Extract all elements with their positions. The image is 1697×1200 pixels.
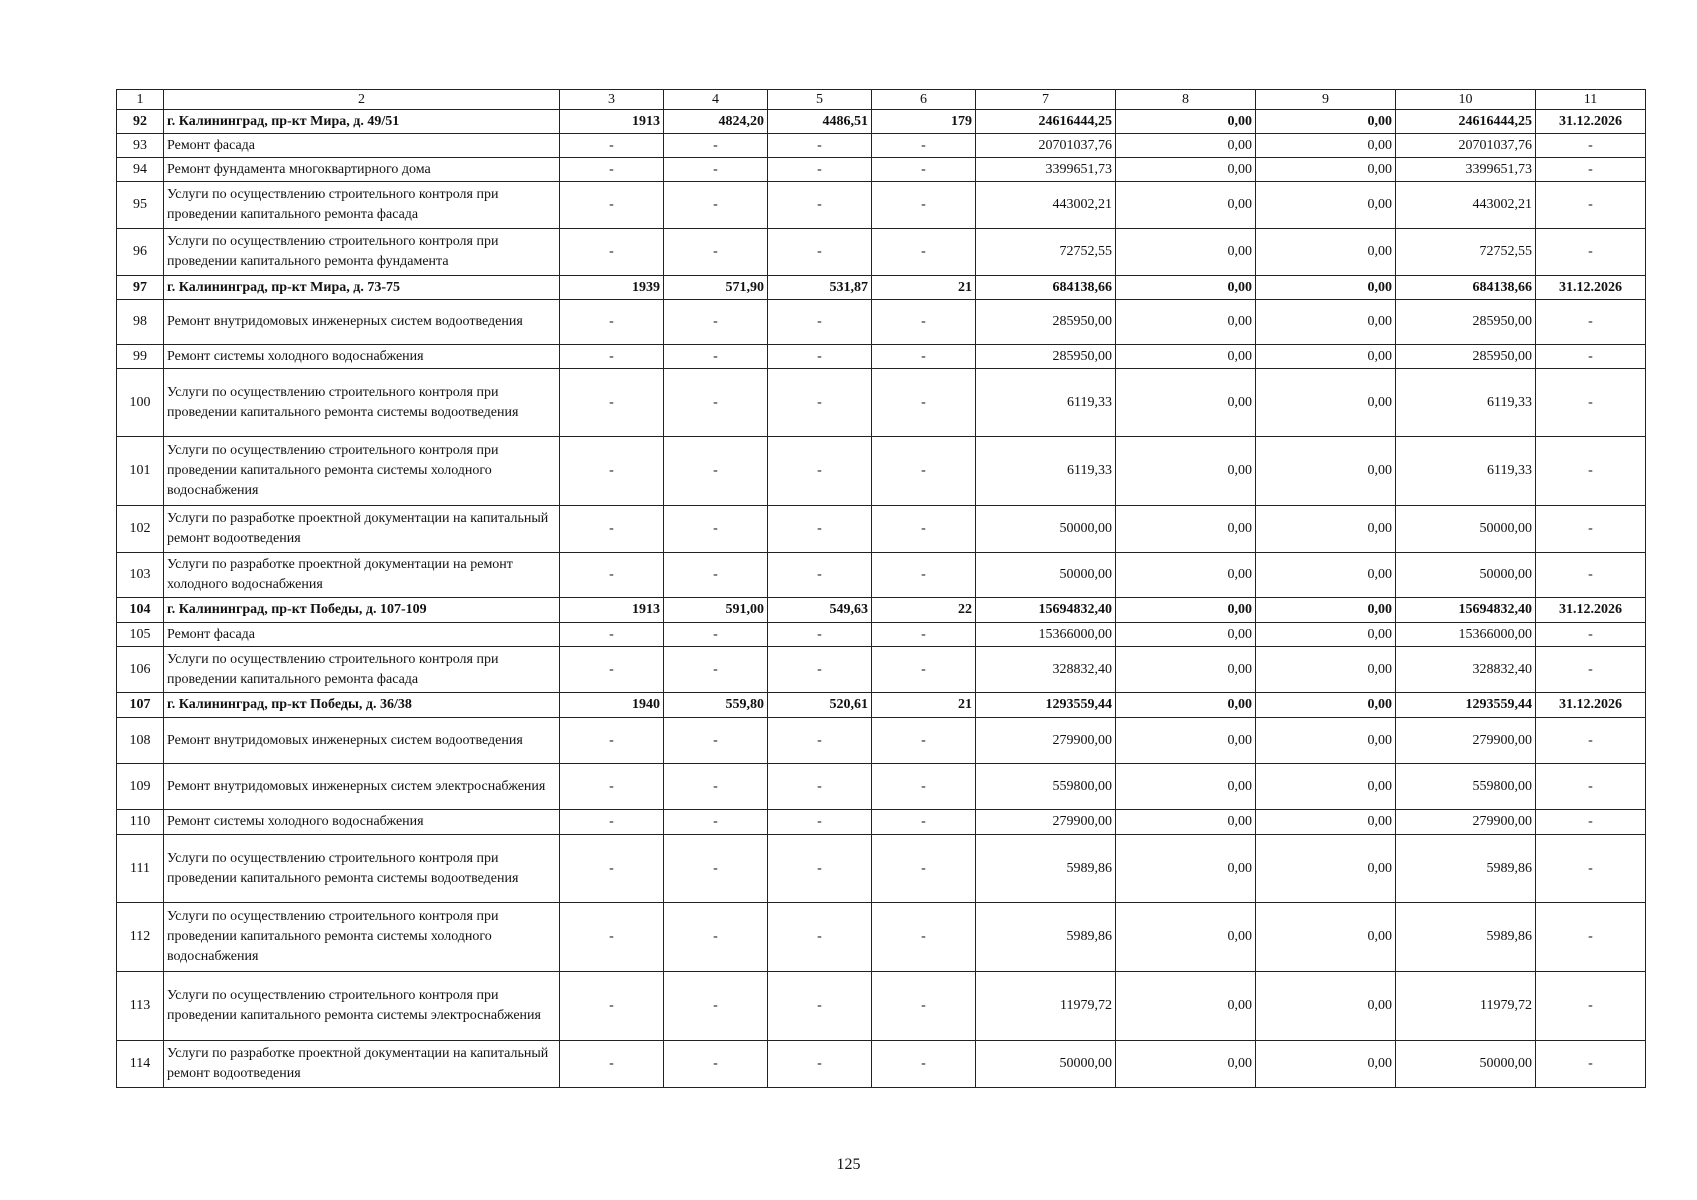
deadline-cell: - [1536,158,1646,182]
description-cell: Ремонт внутридомовых инженерных систем электроснабжения [164,764,560,810]
cost-col8-cell: 0,00 [1116,276,1256,300]
area-living-cell: - [768,134,872,158]
cost-col8-cell: 0,00 [1116,972,1256,1041]
page-number: 125 [836,1156,861,1173]
row-number-cell: 98 [117,300,164,345]
cost-col9-cell: 0,00 [1256,553,1396,598]
cost-col8-cell: 0,00 [1116,718,1256,764]
year-cell: - [560,647,664,693]
row-number-cell: 94 [117,158,164,182]
area-total-cell: - [664,647,768,693]
area-living-cell: - [768,903,872,972]
description-cell: Ремонт фундамента многоквартирного дома [164,158,560,182]
work-item-row [117,553,1646,598]
column-number-8: 8 [1116,90,1256,110]
cost-col10-cell: 328832,40 [1396,647,1536,693]
year-cell: - [560,972,664,1041]
area-total-cell: - [664,1041,768,1088]
cost-col8-cell: 0,00 [1116,623,1256,647]
residents-cell: - [872,623,976,647]
description-cell: Услуги по осуществлению строительного контроля при проведении капитального ремонта системы электроснабжения [164,972,560,1041]
residents-cell: - [872,553,976,598]
work-item-row [117,764,1646,810]
cost-total-cell: 6119,33 [976,437,1116,506]
year-cell: - [560,369,664,437]
area-living-cell: - [768,345,872,369]
description-cell: Услуги по осуществлению строительного контроля при проведении капитального ремонта фасада [164,182,560,229]
cost-col10-cell: 3399651,73 [1396,158,1536,182]
deadline-cell: 31.12.2026 [1536,598,1646,623]
area-total-cell: - [664,134,768,158]
column-number-9: 9 [1256,90,1396,110]
cost-col9-cell: 0,00 [1256,835,1396,903]
cost-col8-cell: 0,00 [1116,835,1256,903]
cost-col10-cell: 72752,55 [1396,229,1536,276]
area-total-cell: - [664,972,768,1041]
area-total-cell: 591,00 [664,598,768,623]
area-total-cell: - [664,506,768,553]
cost-col10-cell: 285950,00 [1396,345,1536,369]
cost-col9-cell: 0,00 [1256,345,1396,369]
cost-col9-cell: 0,00 [1256,276,1396,300]
cost-col9-cell: 0,00 [1256,693,1396,718]
cost-total-cell: 559800,00 [976,764,1116,810]
area-living-cell: - [768,506,872,553]
work-item-row [117,134,1646,158]
deadline-cell: 31.12.2026 [1536,693,1646,718]
year-cell: - [560,437,664,506]
cost-col8-cell: 0,00 [1116,810,1256,835]
cost-total-cell: 5989,86 [976,903,1116,972]
area-total-cell: - [664,835,768,903]
work-item-row [117,972,1646,1041]
cost-total-cell: 20701037,76 [976,134,1116,158]
cost-total-cell: 15694832,40 [976,598,1116,623]
cost-col10-cell: 50000,00 [1396,553,1536,598]
row-number-cell: 100 [117,369,164,437]
cost-total-cell: 285950,00 [976,300,1116,345]
area-total-cell: - [664,623,768,647]
cost-col9-cell: 0,00 [1256,903,1396,972]
residents-cell: - [872,903,976,972]
deadline-cell: 31.12.2026 [1536,276,1646,300]
residents-cell: - [872,345,976,369]
area-living-cell: - [768,229,872,276]
cost-col9-cell: 0,00 [1256,598,1396,623]
year-cell: - [560,764,664,810]
description-cell: Ремонт системы холодного водоснабжения [164,810,560,835]
cost-col10-cell: 15366000,00 [1396,623,1536,647]
cost-total-cell: 5989,86 [976,835,1116,903]
description-cell: Услуги по разработке проектной документации на капитальный ремонт водоотведения [164,1041,560,1088]
cost-col10-cell: 559800,00 [1396,764,1536,810]
work-item-row [117,229,1646,276]
row-number-cell: 105 [117,623,164,647]
row-number-cell: 93 [117,134,164,158]
address-row [117,276,1646,300]
column-number-5: 5 [768,90,872,110]
cost-col10-cell: 20701037,76 [1396,134,1536,158]
residents-cell: - [872,182,976,229]
work-item-row [117,345,1646,369]
deadline-cell: - [1536,972,1646,1041]
cost-col8-cell: 0,00 [1116,345,1256,369]
cost-total-cell: 279900,00 [976,810,1116,835]
area-total-cell: 559,80 [664,693,768,718]
area-living-cell: 520,61 [768,693,872,718]
deadline-cell: - [1536,764,1646,810]
cost-total-cell: 684138,66 [976,276,1116,300]
area-total-cell: 4824,20 [664,110,768,134]
residents-cell: - [872,835,976,903]
residents-cell: - [872,134,976,158]
cost-total-cell: 50000,00 [976,506,1116,553]
cost-col10-cell: 15694832,40 [1396,598,1536,623]
cost-col8-cell: 0,00 [1116,903,1256,972]
year-cell: - [560,134,664,158]
area-living-cell: - [768,369,872,437]
area-living-cell: - [768,764,872,810]
work-item-row [117,835,1646,903]
work-item-row [117,437,1646,506]
deadline-cell: - [1536,553,1646,598]
description-cell: Услуги по осуществлению строительного контроля при проведении капитального ремонта системы водоотведения [164,835,560,903]
cost-col10-cell: 6119,33 [1396,369,1536,437]
cost-total-cell: 328832,40 [976,647,1116,693]
year-cell: - [560,345,664,369]
cost-col8-cell: 0,00 [1116,134,1256,158]
year-cell: - [560,835,664,903]
area-living-cell: - [768,553,872,598]
column-number-3: 3 [560,90,664,110]
table-body [117,90,1646,1088]
cost-total-cell: 15366000,00 [976,623,1116,647]
area-living-cell: - [768,182,872,229]
cost-col9-cell: 0,00 [1256,229,1396,276]
area-total-cell: - [664,437,768,506]
year-cell: - [560,553,664,598]
area-living-cell: - [768,437,872,506]
description-cell: Ремонт внутридомовых инженерных систем водоотведения [164,718,560,764]
year-cell: - [560,623,664,647]
column-number-4: 4 [664,90,768,110]
residents-cell: - [872,718,976,764]
cost-col9-cell: 0,00 [1256,300,1396,345]
description-cell: Услуги по осуществлению строительного контроля при проведении капитального ремонта системы водоотведения [164,369,560,437]
cost-col9-cell: 0,00 [1256,134,1396,158]
deadline-cell: - [1536,437,1646,506]
row-number-cell: 108 [117,718,164,764]
row-number-cell: 96 [117,229,164,276]
cost-col10-cell: 6119,33 [1396,437,1536,506]
cost-col9-cell: 0,00 [1256,764,1396,810]
year-cell: - [560,158,664,182]
capital-repair-table [116,89,1646,1088]
year-cell: - [560,229,664,276]
area-total-cell: - [664,229,768,276]
cost-col8-cell: 0,00 [1116,1041,1256,1088]
residents-cell: - [872,158,976,182]
residents-cell: - [872,369,976,437]
deadline-cell: - [1536,229,1646,276]
cost-total-cell: 72752,55 [976,229,1116,276]
deadline-cell: - [1536,1041,1646,1088]
cost-col9-cell: 0,00 [1256,647,1396,693]
residents-cell: - [872,229,976,276]
area-total-cell: - [664,764,768,810]
cost-col9-cell: 0,00 [1256,182,1396,229]
cost-col10-cell: 684138,66 [1396,276,1536,300]
cost-total-cell: 3399651,73 [976,158,1116,182]
area-total-cell: - [664,810,768,835]
cost-total-cell: 50000,00 [976,1041,1116,1088]
year-cell: - [560,903,664,972]
row-number-cell: 95 [117,182,164,229]
deadline-cell: - [1536,182,1646,229]
area-living-cell: - [768,1041,872,1088]
cost-col9-cell: 0,00 [1256,810,1396,835]
cost-col9-cell: 0,00 [1256,158,1396,182]
row-number-cell: 99 [117,345,164,369]
cost-col10-cell: 24616444,25 [1396,110,1536,134]
cost-col10-cell: 1293559,44 [1396,693,1536,718]
description-cell: г. Калининград, пр-кт Мира, д. 73-75 [164,276,560,300]
cost-col10-cell: 279900,00 [1396,718,1536,764]
cost-col8-cell: 0,00 [1116,110,1256,134]
description-cell: Ремонт системы холодного водоснабжения [164,345,560,369]
cost-col8-cell: 0,00 [1116,647,1256,693]
year-cell: 1940 [560,693,664,718]
area-living-cell: - [768,718,872,764]
deadline-cell: - [1536,345,1646,369]
year-cell: - [560,182,664,229]
cost-col8-cell: 0,00 [1116,506,1256,553]
deadline-cell: - [1536,300,1646,345]
cost-total-cell: 11979,72 [976,972,1116,1041]
cost-total-cell: 24616444,25 [976,110,1116,134]
deadline-cell: - [1536,134,1646,158]
description-cell: г. Калининград, пр-кт Победы, д. 107-109 [164,598,560,623]
row-number-cell: 112 [117,903,164,972]
work-item-row [117,718,1646,764]
year-cell: - [560,506,664,553]
cost-col9-cell: 0,00 [1256,1041,1396,1088]
residents-cell: - [872,437,976,506]
cost-total-cell: 279900,00 [976,718,1116,764]
cost-col8-cell: 0,00 [1116,553,1256,598]
year-cell: - [560,1041,664,1088]
row-number-cell: 110 [117,810,164,835]
cost-col8-cell: 0,00 [1116,229,1256,276]
cost-col10-cell: 50000,00 [1396,1041,1536,1088]
row-number-cell: 106 [117,647,164,693]
cost-col8-cell: 0,00 [1116,437,1256,506]
cost-col10-cell: 50000,00 [1396,506,1536,553]
deadline-cell: - [1536,810,1646,835]
area-total-cell: - [664,553,768,598]
year-cell: 1913 [560,598,664,623]
year-cell: - [560,718,664,764]
cost-col8-cell: 0,00 [1116,598,1256,623]
cost-total-cell: 1293559,44 [976,693,1116,718]
residents-cell: - [872,764,976,810]
cost-col9-cell: 0,00 [1256,623,1396,647]
work-item-row [117,300,1646,345]
cost-col9-cell: 0,00 [1256,437,1396,506]
work-item-row [117,369,1646,437]
work-item-row [117,903,1646,972]
cost-col9-cell: 0,00 [1256,369,1396,437]
address-row [117,693,1646,718]
row-number-cell: 103 [117,553,164,598]
residents-cell: 21 [872,276,976,300]
area-total-cell: - [664,300,768,345]
cost-col9-cell: 0,00 [1256,110,1396,134]
cost-col8-cell: 0,00 [1116,182,1256,229]
residents-cell: - [872,300,976,345]
deadline-cell: - [1536,647,1646,693]
residents-cell: 179 [872,110,976,134]
row-number-cell: 107 [117,693,164,718]
area-living-cell: - [768,835,872,903]
work-item-row [117,810,1646,835]
row-number-cell: 97 [117,276,164,300]
cost-col10-cell: 285950,00 [1396,300,1536,345]
work-item-row [117,506,1646,553]
cost-col8-cell: 0,00 [1116,158,1256,182]
year-cell: 1913 [560,110,664,134]
residents-cell: - [872,810,976,835]
row-number-cell: 111 [117,835,164,903]
work-item-row [117,623,1646,647]
column-number-10: 10 [1396,90,1536,110]
residents-cell: - [872,506,976,553]
deadline-cell: - [1536,835,1646,903]
row-number-cell: 113 [117,972,164,1041]
cost-total-cell: 285950,00 [976,345,1116,369]
row-number-cell: 101 [117,437,164,506]
area-total-cell: 571,90 [664,276,768,300]
area-total-cell: - [664,903,768,972]
column-number-7: 7 [976,90,1116,110]
description-cell: Услуги по осуществлению строительного контроля при проведении капитального ремонта системы холодного водоснабжения [164,437,560,506]
work-item-row [117,1041,1646,1088]
residents-cell: 22 [872,598,976,623]
cost-col9-cell: 0,00 [1256,972,1396,1041]
cost-col9-cell: 0,00 [1256,506,1396,553]
residents-cell: - [872,1041,976,1088]
residents-cell: 21 [872,693,976,718]
cost-col8-cell: 0,00 [1116,300,1256,345]
cost-col10-cell: 5989,86 [1396,835,1536,903]
area-living-cell: 531,87 [768,276,872,300]
deadline-cell: - [1536,718,1646,764]
area-living-cell: - [768,300,872,345]
cost-total-cell: 443002,21 [976,182,1116,229]
row-number-cell: 109 [117,764,164,810]
description-cell: Услуги по осуществлению строительного контроля при проведении капитального ремонта фундамента [164,229,560,276]
column-number-6: 6 [872,90,976,110]
area-living-cell: 549,63 [768,598,872,623]
description-cell: г. Калининград, пр-кт Победы, д. 36/38 [164,693,560,718]
deadline-cell: - [1536,369,1646,437]
deadline-cell: 31.12.2026 [1536,110,1646,134]
cost-col10-cell: 443002,21 [1396,182,1536,229]
description-cell: Ремонт фасада [164,134,560,158]
row-number-cell: 102 [117,506,164,553]
deadline-cell: - [1536,506,1646,553]
area-living-cell: - [768,647,872,693]
work-item-row [117,158,1646,182]
area-total-cell: - [664,182,768,229]
work-item-row [117,647,1646,693]
cost-col8-cell: 0,00 [1116,369,1256,437]
column-number-1: 1 [117,90,164,110]
area-living-cell: - [768,972,872,1041]
area-total-cell: - [664,158,768,182]
column-number-11: 11 [1536,90,1646,110]
residents-cell: - [872,972,976,1041]
area-living-cell: - [768,623,872,647]
address-row [117,598,1646,623]
area-total-cell: - [664,369,768,437]
cost-total-cell: 50000,00 [976,553,1116,598]
deadline-cell: - [1536,623,1646,647]
description-cell: Услуги по осуществлению строительного контроля при проведении капитального ремонта фасада [164,647,560,693]
area-total-cell: - [664,345,768,369]
cost-col8-cell: 0,00 [1116,764,1256,810]
area-living-cell: - [768,810,872,835]
cost-col9-cell: 0,00 [1256,718,1396,764]
description-cell: Ремонт фасада [164,623,560,647]
description-cell: Ремонт внутридомовых инженерных систем водоотведения [164,300,560,345]
area-total-cell: - [664,718,768,764]
cost-col10-cell: 11979,72 [1396,972,1536,1041]
cost-col10-cell: 5989,86 [1396,903,1536,972]
residents-cell: - [872,647,976,693]
cost-total-cell: 6119,33 [976,369,1116,437]
description-cell: Услуги по осуществлению строительного контроля при проведении капитального ремонта системы холодного водоснабжения [164,903,560,972]
row-number-cell: 114 [117,1041,164,1088]
year-cell: - [560,810,664,835]
year-cell: 1939 [560,276,664,300]
address-row [117,110,1646,134]
cost-col8-cell: 0,00 [1116,693,1256,718]
deadline-cell: - [1536,903,1646,972]
description-cell: Услуги по разработке проектной документации на ремонт холодного водоснабжения [164,553,560,598]
column-number-row [117,90,1646,110]
description-cell: г. Калининград, пр-кт Мира, д. 49/51 [164,110,560,134]
area-living-cell: - [768,158,872,182]
row-number-cell: 92 [117,110,164,134]
column-number-2: 2 [164,90,560,110]
row-number-cell: 104 [117,598,164,623]
area-living-cell: 4486,51 [768,110,872,134]
work-item-row [117,182,1646,229]
year-cell: - [560,300,664,345]
description-cell: Услуги по разработке проектной документации на капитальный ремонт водоотведения [164,506,560,553]
cost-col10-cell: 279900,00 [1396,810,1536,835]
